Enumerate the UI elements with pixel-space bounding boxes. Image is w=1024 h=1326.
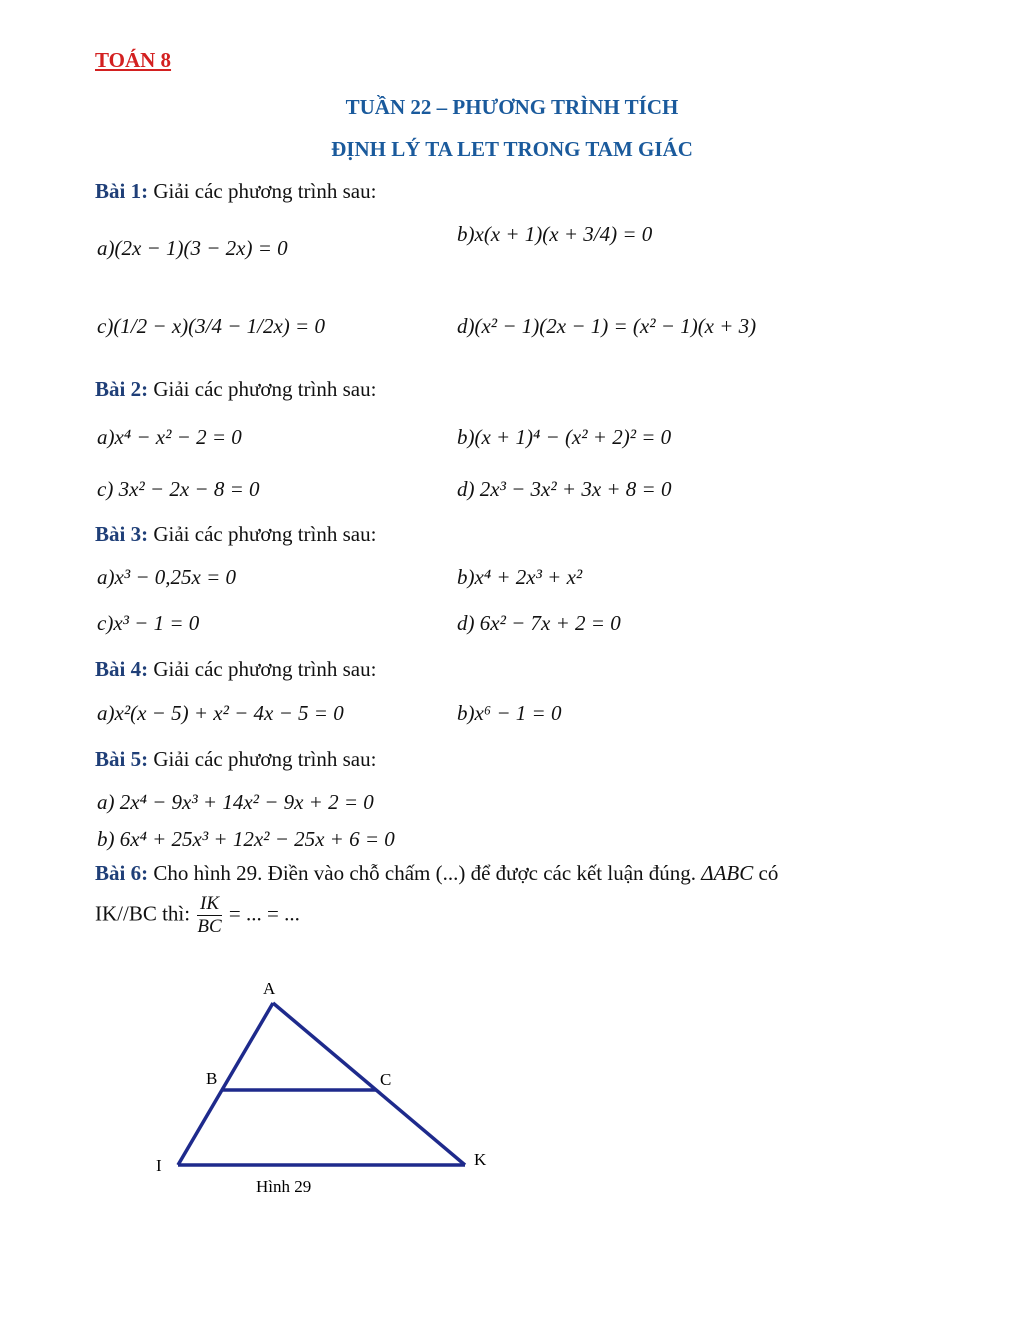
bai5-label: Bài 5:	[95, 747, 149, 771]
bai2-label: Bài 2:	[95, 377, 149, 401]
fraction-denominator: BC	[197, 916, 222, 937]
bai3-a: a)x³ − 0,25x = 0	[97, 565, 237, 589]
bai1-label: Bài 1:	[95, 179, 149, 203]
bai3-label: Bài 3:	[95, 522, 149, 546]
side-AI	[178, 1003, 273, 1165]
bai2-d: d) 2x³ − 3x² + 3x + 8 = 0	[457, 477, 672, 501]
bai6-tail: có	[758, 861, 779, 885]
bai4-label: Bài 4:	[95, 657, 149, 681]
bai1-a: a)(2x − 1)(3 − 2x) = 0	[97, 236, 288, 260]
bai3-heading	[95, 522, 376, 547]
label-I: I	[156, 1156, 162, 1175]
bai4-a: a)x²(x − 5) + x² − 4x − 5 = 0	[97, 701, 344, 725]
label-B: B	[206, 1069, 218, 1088]
label-A: A	[263, 979, 276, 998]
bai6-heading	[95, 861, 778, 886]
bai1-d: d)(x² − 1)(2x − 1) = (x² − 1)(x + 3)	[457, 314, 757, 338]
bai6-line2	[95, 893, 300, 938]
label-K: K	[474, 1150, 487, 1169]
bai3-instruction: Giải các phương trình sau:	[153, 522, 377, 546]
bai3-b: b)x⁴ + 2x³ + x²	[457, 565, 583, 589]
bai5-b: b) 6x⁴ + 25x³ + 12x² − 25x + 6 = 0	[97, 827, 395, 851]
side-AK	[273, 1003, 465, 1165]
bai2-c: c) 3x² − 2x − 8 = 0	[97, 477, 260, 501]
page-subtitle: ĐỊNH LÝ TA LET TRONG TAM GIÁC	[331, 137, 693, 161]
figure-caption: Hình 29	[256, 1177, 312, 1196]
bai5-a: a) 2x⁴ − 9x³ + 14x² − 9x + 2 = 0	[97, 790, 374, 814]
page-title: TUẦN 22 – PHƯƠNG TRÌNH TÍCH	[345, 95, 679, 119]
bai6-fraction	[197, 893, 221, 938]
figure-29	[140, 970, 520, 1210]
bai2-heading	[95, 377, 376, 402]
bai6-triangle: ΔABC	[701, 861, 754, 885]
bai2-instruction: Giải các phương trình sau:	[153, 377, 377, 401]
subject-label: TOÁN 8	[95, 48, 172, 72]
bai1-b-text: b)x(x + 1)(x + 3/4) = 0	[457, 222, 653, 246]
bai4-b: b)x⁶ − 1 = 0	[457, 701, 562, 725]
bai4-heading	[95, 657, 376, 682]
bai2-b: b)(x + 1)⁴ − (x² + 2)² = 0	[457, 425, 672, 449]
bai1-instruction: Giải các phương trình sau:	[153, 179, 377, 203]
bai1-c: c)(1/2 − x)(3/4 − 1/2x) = 0	[97, 314, 325, 338]
bai3-c: c)x³ − 1 = 0	[97, 611, 200, 635]
bai6-line2-suffix: = ... = ...	[228, 901, 300, 926]
bai2-a: a)x⁴ − x² − 2 = 0	[97, 425, 242, 449]
bai4-instruction: Giải các phương trình sau:	[153, 657, 377, 681]
bai6-label: Bài 6:	[95, 861, 149, 885]
bai5-heading	[95, 747, 376, 772]
bai6-instruction: Cho hình 29. Điền vào chỗ chấm (...) để được các kết luận đúng.	[153, 861, 697, 885]
bai1-b	[457, 222, 652, 247]
fraction-numerator: IK	[197, 893, 221, 916]
bai6-line2-prefix: IK//BC thì:	[95, 901, 191, 926]
bai3-d: d) 6x² − 7x + 2 = 0	[457, 611, 621, 635]
bai5-instruction: Giải các phương trình sau:	[153, 747, 377, 771]
label-C: C	[380, 1070, 392, 1089]
bai1-heading	[95, 179, 376, 204]
